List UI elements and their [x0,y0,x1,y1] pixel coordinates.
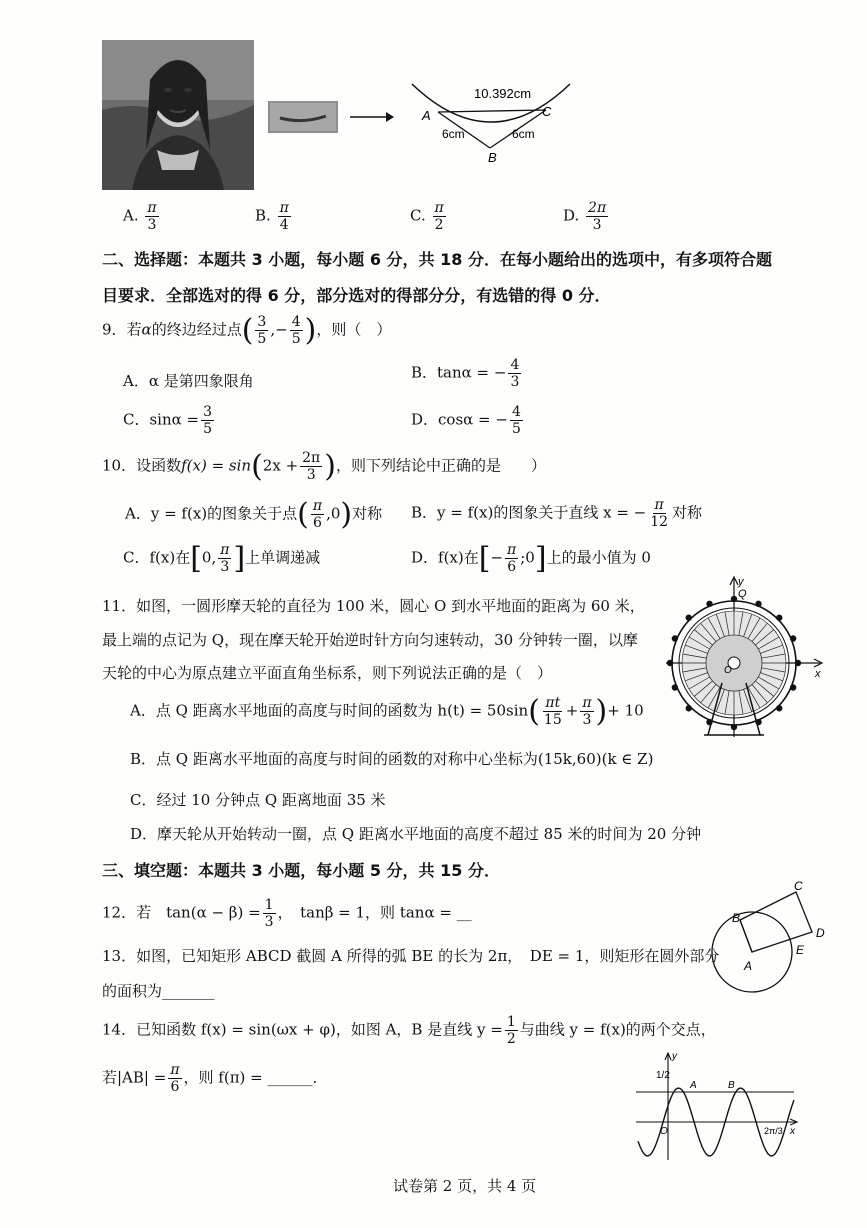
wheel-cabin [686,615,692,621]
wheel-cabin [795,660,801,666]
wheel-cabin [667,660,673,666]
option-letter: A. [123,206,139,225]
point-c-label: C [542,104,552,119]
wheel-cabin [706,601,712,607]
axis-y-label: y [738,576,744,588]
q10-option-c: C．f(x)在[0, $\frac{\pi}{3}$ ]上单调递减 [123,541,321,576]
option-fraction: $\frac{\pi}{4}$ [279,200,289,234]
point-b-label: B [728,1080,735,1091]
axis-x-label: x [815,668,821,680]
point-o-label: O [724,665,732,676]
point-b-label: B [488,150,497,164]
q10-option-a: A．y = f(x)的图象关于点( $\frac{\pi}{6}$ ,0)对称 [125,497,383,532]
q14-line2: 若|AB| = $\frac{\pi}{6}$ ，则 f(π) = ______． [102,1062,328,1096]
portrait-image [102,40,254,190]
point-a-label: A [690,1080,697,1091]
point-b-label: B [732,911,741,925]
tick-label: 2π/3 [764,1126,783,1136]
q14-line1: 14．已知函数 f(x) = sin(ωx + φ)，如图 A，B 是直线 y = $\frac{1}{2}$ 与曲线 y = f(x)的两个交点， [102,1014,716,1048]
q11-option-c: C．经过 10 分钟点 Q 距离地面 35 米 [130,791,386,809]
sine-curve-figure [632,1050,802,1162]
half-label: 1/2 [656,1070,670,1081]
q11-option-b: B．点 Q 距离水平地面的高度与时间的函数的对称中心坐标为(15k,60)(k ∈ Z) [130,750,654,768]
q8-option-b [255,200,293,233]
point-a-label: A [422,108,431,123]
q11-option-d: D．摩天轮从开始转动一圈，点 Q 距离水平地面的高度不超过 85 米的时间为 20 分钟 [130,825,702,843]
q9-option-a: A．α 是第四象限角 [123,372,254,390]
length-top-label: 10.392cm [474,86,532,101]
section3-header: 三、填空题：本题共 3 小题，每小题 5 分，共 15 分． [102,861,500,880]
q11-line2: 最上端的点记为 Q，现在摩天轮开始逆时针方向匀速转动，30 分钟转一圈，以摩 [102,631,638,649]
option-letter: B. [255,206,271,225]
q9-option-c: C．sinα = $\frac{3}{5}$ [123,404,213,438]
wheel-cabin [731,596,737,602]
page-footer: 试卷第 2 页，共 4 页 [393,1177,537,1195]
rectangle-circle-figure [706,878,836,1013]
q13-line2: 的面积为_______ [102,982,215,1000]
wheel-cabin [790,684,796,690]
side-left-label: 6cm [442,127,465,141]
point-c-label: C [794,879,803,893]
wheel-cabin [790,635,796,641]
option-fraction: $\frac{\pi}{3}$ [147,200,157,234]
q8-option-c [410,200,448,233]
option-fraction: $\frac{2\pi}{3}$ [588,200,607,234]
wheel-cabin [776,705,782,711]
q10-option-b: B．y = f(x)的图象关于直线 x = − $\frac{\pi}{12}$ 对称 [411,497,703,531]
section2-header-line1: 二、选择题：本题共 3 小题，每小题 6 分，共 18 分．在每小题给出的选项中，有多项符合题 [102,250,772,269]
point-e-label: E [796,943,805,957]
mouth-crop-image [268,101,338,133]
q11-option-a: A．点 Q 距离水平地面的高度与时间的函数为 h(t) = 50sin( $\frac{\pi t}{15}$ + $\frac{\pi}{3}$ )+ 10 [130,694,644,729]
q8-option-d [563,200,610,233]
point-a-label: A [744,959,753,973]
point-q-label: Q [738,588,747,600]
wheel-cabin [731,724,737,730]
option-fraction: $\frac{\pi}{2}$ [434,200,444,234]
section2-header-line2: 目要求．全部选对的得 6 分，部分选对的得部分分，有选错的得 0 分． [102,286,611,305]
point-d-label: D [816,926,825,940]
ferris-wheel-figure [664,573,824,738]
q9-stem: 9．若α的终边经过点( $\frac{3}{5}$ ,− $\frac{4}{5}$ )，则（ ） [102,313,392,348]
arrow-icon [350,109,394,128]
q10-stem: 10．设函数f(x) = sin(2x + $\frac{2\pi}{3}$ )，则下列结论中正确的是 ） [102,449,546,484]
wheel-cabin [672,684,678,690]
q8-option-a [123,200,161,233]
triangle-figure [408,80,574,164]
wheel-cabin [672,635,678,641]
q9-option-b: B．tanα = − $\frac{4}{3}$ [411,357,520,391]
option-letter: C. [410,206,426,225]
q12-stem: 12．若 tan(α − β) = $\frac{1}{3}$ ， tanβ = 1，则 tanα = __ [102,897,472,931]
option-letter: D. [563,206,580,225]
q13-line1: 13．如图，已知矩形 ABCD 截圆 A 所得的弧 BE 的长为 2π， DE = 1，则矩形在圆外部分 [102,947,720,965]
origin-label: O [660,1126,668,1137]
q11-line3: 天轮的中心为原点建立平面直角坐标系，则下列说法正确的是（ ） [102,664,553,682]
q10-option-d: D．f(x)在[− $\frac{\pi}{6}$ ;0]上的最小值为 0 [411,541,651,576]
wheel-cabin [755,601,761,607]
axis-x-label: x [790,1126,795,1137]
q9-option-d: D．cosα = − $\frac{4}{5}$ [411,404,521,438]
wheel-cabin [686,705,692,711]
q11-line1: 11．如图，一圆形摩天轮的直径为 100 米，圆心 O 到水平地面的距离为 60 米， [102,597,645,615]
side-right-label: 6cm [512,127,535,141]
axis-y-label: y [672,1051,677,1062]
wheel-cabin [776,615,782,621]
